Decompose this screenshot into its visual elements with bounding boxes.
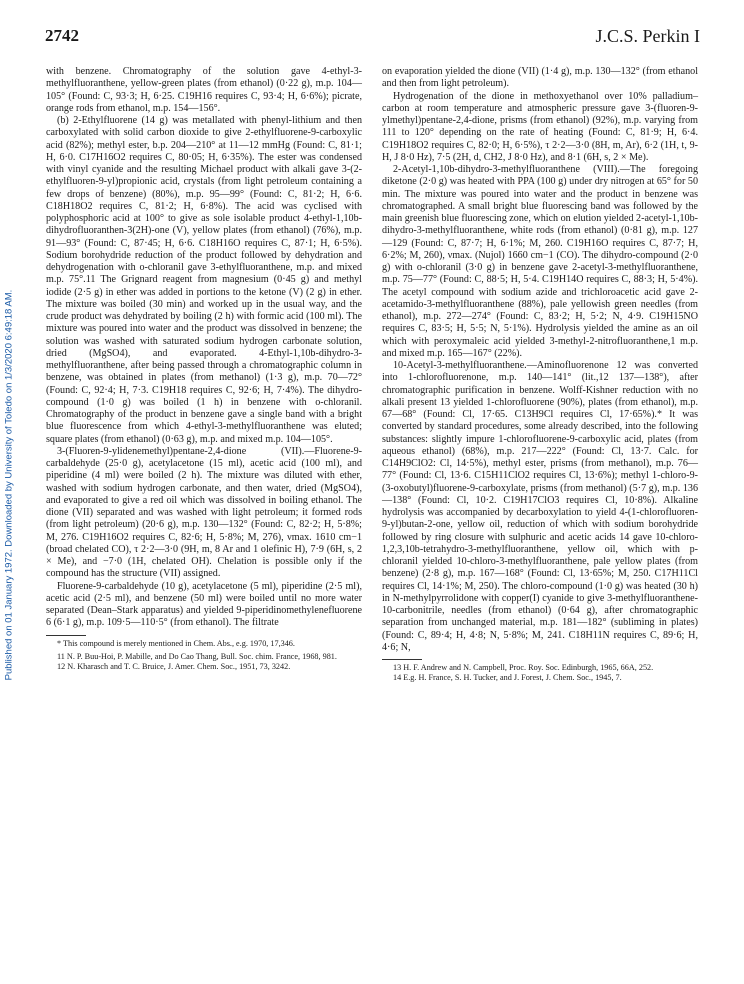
- footnote-rule: [382, 659, 422, 660]
- download-notice-link[interactable]: Published on 01 January 1972. Downloaded by University of Toledo on 1/3/2020 6:49:18 AM.: [3, 289, 15, 681]
- footnote: 11 N. P. Buu-Hoi, P. Mabille, and Do Cao Thang, Bull. Soc. chim. France, 1968, 981.: [57, 651, 337, 661]
- paragraph: (b) 2-Ethylfluorene (14 g) was metallated with phenyl-lithium and then carboxylated with solid carbon dioxide to give 2-ethylfluorene-9-carboxylic acid (82%); methyl ester, b.p. 204—210° at 11—12 mmHg (Found: C, 81·1; H, 6·0. C17H16O2 requires C, 80·05; H, 6·35%). The ester was condensed with vinyl cyanide and the resulting Michael product with alkali gave 3-(2-ethylfluoren-9-yl)propionic acid, crystals (from light petroleum containing a few drops of benzene) (80%), m.p. 95—99° (Found: C, 81·2; H, 6·6. C18H18O2 requires C, 81·2; H, 6·8%). The acid was cyclised with polyphosphoric acid at 100° to give as sole isolable product 4-ethyl-1,10b-dihydrofluoranthen-3(2H)-one (V), yellow plates (from ethanol) (76%), m.p. 91—93° (Found: C, 87·45; H, 6·6. C18H16O requires C, 87·1; H, 6·5%). Sodium borohydride reduction of the product followed by dehydration and dehydrogenation with o-chloranil gave 3-ethylfluoranthene, m.p. and mixed m.p. 75°.11 The Grignard reagent from magnesium (0·45 g) and methyl iodide (2·5 g) in ether was added in portions to the ketone (V) (2 g) in ether. The mixture was boiled (30 min) and worked up in the usual way, and the crude product was dehydrated by boiling (2 h) with formic acid (100 ml). The mixture was poured into water and the product was dissolved in benzene; the solution was washed with saturated sodium hydrogen carbonate solution, dried (MgSO4), and evaporated. 4-Ethyl-1,10b-dihydro-3-methylfluoranthene, after being passed through a chromatographic column in benzene, was obtained in plates (from methanol) (1·3 g), m.p. 70—72° (Found: C, 92·4; H, 7·3. C19H18 requires C, 92·6; H, 7·4%). The dihydro-compound (1·0 g) was boiled (1 h) in benzene with o-chloranil. Chromatography of the product in benzene gave a single band with a bright blue fluorescence from which 4-ethyl-3-methylfluoranthene was eluted; square plates (from ethanol) (0·63 g), m.p. and mixed m.p. 104—105°.: [46, 115, 362, 445]
- footnote: 12 N. Kharasch and T. C. Bruice, J. Amer. Chem. Soc., 1951, 73, 3242.: [57, 661, 291, 671]
- paragraph: 10-Acetyl-3-methylfluoranthene.—Aminofluorenone 12 was converted into 1-chlorofluorenone, m.p. 140—141° (lit.,12 137—138°), after chromatographic purification in benzene. Wolff-Kishner reduction with no alkali present 13 yielded 1-chlorofluorene (90%), plates (from ethanol), m.p. 67—68° (Found: Cl, 17·65. C13H9Cl requires Cl, 17·65%).* It was converted by standard procedures, some already described, into the following substances: slightly impure 1-chlorofluorene-9-carboxylic acid, plates (from aqueous ethanol) (68%), m.p. 217—222° (Found: Cl, 13·7. Calc. for C14H9ClO2: Cl, 14·5%), methyl ester, prisms (from methanol), m.p. 76—77° (Found: Cl, 13·6. C15H11ClO2 requires Cl, 13·6%); methyl 1-chloro-9-(3-oxobutyl)fluorene-9-carboxylate, prisms (from methanol) (5·7 g), m.p. 136—138° (Found: Cl, 10·2. C19H17ClO3 requires Cl, 10·8%). Alkaline hydrolysis was accompanied by decarboxylation to yield 4-(1-chlorofluoren-9-yl)butan-2-one, yellow oil, reduction of which with sodium borohydride followed by ring closure with sulphuric and acetic acids 14 gave 10-chloro-1,2,3,10b-tetrahydro-3-methylfluoranthene, yellow oil, which with p-chloranil yielded 10-chloro-3-methylfluoranthene, pale yellow plates (from benzene) (2·8 g), m.p. 167—168° (Found: Cl, 13·65%; M, 250. C17H11Cl requires Cl, 14·1%; M, 250). The chloro-compound (1·0 g) was heated (30 h) in N-methylpyrrolidone with copper(I) cyanide to give 3-methylfluoranthene-10-carbonitrile, needles (from ethanol) (0·64 g), after chromatographic separation from unchanged material, m.p. 181—182° (subliming in plates) (Found: C, 89·4; H, 4·8; N, 5·8%; M, 241. C18H11N requires C, 89·6; H, 4·6; N,: [382, 360, 698, 653]
- paragraph: 3-(Fluoren-9-ylidenemethyl)pentane-2,4-dione (VII).—Fluorene-9-carbaldehyde (25·0 g), acetylacetone (15 ml), acetic acid (100 ml), and piperidine (4 ml) were boiled (2 h). The mixture was diluted with ether, washed with sodium hydrogen carbonate, and then water, dried (MgSO4), and evaporated to give a red oil which was dissolved in boiling ethanol. The dione (VII) separated and was washed with light petroleum; it formed rods (from light petroleum) (20·6 g), m.p. 130—132° (Found: C, 82·2; H, 5·8%; M, 276. C19H16O2 requires C, 82·6; H, 5·8%; M, 276), νmax. 1610 cm−1 (broad chelated CO), τ 2·2—3·0 (9H, m, 8 Ar and 1 olefinic H), 7·9 (6H, s, 2 × Me), and −7·0 (1H, chelated OH). Chelation is possible only if the compound has the structure (VII) assigned.: [46, 445, 362, 580]
- paragraph: 2-Acetyl-1,10b-dihydro-3-methylfluoranthene (VIII).—The foregoing diketone (2·0 g) was heated with PPA (100 g) under dry nitrogen at 65° for 50 min. The mixture was poured into water and the product in benzene was chromatographed. A small bright blue fluorescing band was followed by the main greenish blue fluorescing zone, which on elution yielded 2-acetyl-1,10b-dihydro-3-methylfluoranthene, white rods (from ethanol) (0·81 g), m.p. 127—129 (Found: C, 87·7; H, 6·1%; M, 260. C19H16O requires C, 87·7; H, 6·2%; M, 260), νmax. (Nujol) 1660 cm−1 (CO). The dihydro-compound (2·0 g) with o-chloranil (3·0 g) in benzene gave 2-acetyl-3-methylfluoranthene, m.p. 75—77° (Found: C, 88·5; H, 5·4. C19H14O requires C, 88·3; H, 5·4%). The acetyl compound with sodium azide and trichloroacetic acid gave 2-acetamido-3-methylfluoranthene (88%), pale yellowish green needles (from ethanol), m.p. 272—274° (Found: C, 83·2; H, 5·2; N, 4·9. C19H15NO requires C, 83·5; H, 5·5; N, 5·1%). Hydrolysis yielded the amine as an oil which with peroxymaleic acid yielded 3-methyl-2-nitrofluoranthene,1 m.p. and mixed m.p. 165—167° (22%).: [382, 164, 698, 359]
- download-sidebar: [2, 140, 16, 830]
- paragraph: on evaporation yielded the dione (VII) (1·4 g), m.p. 130—132° (from ethanol and then from light petroleum).: [382, 66, 698, 90]
- footnote: * This compound is merely mentioned in Chem. Abs., e.g. 1970, 17,346.: [57, 638, 295, 648]
- paragraph: Fluorene-9-carbaldehyde (10 g), acetylacetone (5 ml), piperidine (2·5 ml), acetic acid (2·5 ml), and benzene (50 ml) were boiled until no more water separated (Dean–Stark apparatus) and yielded 9-piperidinomethylenefluorene 6 (6·1 g), m.p. 109·5—110·5° (from ethanol). The filtrate: [46, 580, 362, 629]
- paragraph: with benzene. Chromatography of the solution gave 4-ethyl-3-methylfluoranthene, yellow-green plates (from ethanol) (0·22 g), m.p. 104—105° (Found: C, 93·3; H, 6·25. C19H16 requires C, 93·4; H, 6·6%); picrate, orange rods from ethanol, m.p. 154—156°.: [46, 66, 362, 114]
- left-column: [46, 66, 362, 672]
- journal-title: J.C.S. Perkin I: [595, 26, 700, 46]
- paragraph: Hydrogenation of the dione in methoxyethanol over 10% palladium–carbon at room temperature and atmospheric pressure gave 3-(fluoren-9-ylmethyl)pentane-2,4-dione, prisms (from ethanol) (92%), m.p. varying from 111 to 120° depending on the rate of heating (Found: C, 81·9; H, 6·4. C19H18O2 requires C, 82·0; H, 6·5%), τ 2·2—3·0 (8H, m, Ar), 6·2 (1H, t, 9-H, J 8·0 Hz), 7·5 (2H, d, CH2, J 8·0 Hz), and 8·1 (6H, s, 2 × Me).: [382, 90, 698, 163]
- footnote: 14 E.g. H. France, S. H. Tucker, and J. Forest, J. Chem. Soc., 1945, 7.: [393, 673, 622, 682]
- footnote: 13 H. F. Andrew and N. Campbell, Proc. Roy. Soc. Edinburgh, 1965, 66A, 252.: [393, 663, 654, 672]
- right-column: [382, 66, 698, 683]
- page-number: 2742: [45, 26, 79, 45]
- footnote-rule: [46, 635, 86, 636]
